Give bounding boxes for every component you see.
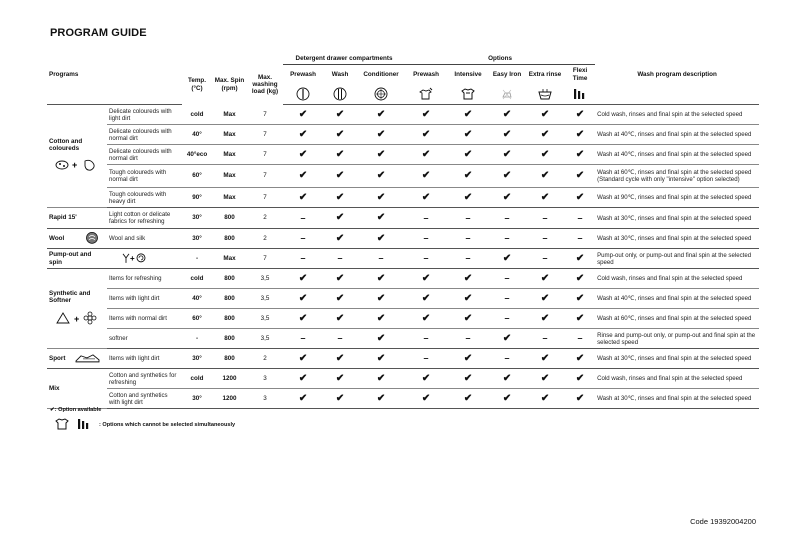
row-description: Wash at 40℃, rinses and final spin at the selected speed: [595, 289, 759, 309]
extra-rinse-dash-mark: –: [525, 229, 565, 249]
programs-header: Programs: [49, 70, 79, 78]
intensive-tick-mark: ✔: [447, 309, 489, 329]
intensive-tick-mark: ✔: [447, 369, 489, 389]
program-group-mix: [47, 369, 107, 409]
row-spin: 800: [212, 329, 247, 349]
intensive-tick-mark: ✔: [447, 145, 489, 165]
row-spin: 800: [212, 269, 247, 289]
program-group-rapid: [47, 208, 107, 229]
prewash-tick-mark: ✔: [283, 389, 323, 409]
wash-tick-mark: ✔: [323, 105, 357, 125]
program-subtype: Delicate coloureds with normal dirt: [107, 125, 182, 145]
row-temp: 40°eco: [182, 145, 212, 165]
program-group-label: Wool: [49, 234, 65, 242]
row-description: Cold wash, rinses and final spin at the selected speed: [595, 269, 759, 289]
row-temp: -: [182, 329, 212, 349]
prewash-option-icon: [405, 84, 447, 105]
conditioner-tick-mark: ✔: [357, 165, 405, 188]
easy-iron-dash-mark: –: [489, 269, 525, 289]
extra-rinse-dash-mark: –: [525, 249, 565, 269]
program-subtype: Delicate coloureds with normal dirt: [107, 145, 182, 165]
program-row: [47, 329, 759, 349]
extra-rinse-tick-mark: ✔: [525, 188, 565, 208]
conditioner-tick-mark: ✔: [357, 349, 405, 369]
easy-iron-dash-mark: –: [489, 349, 525, 369]
program-group-label: Synthetic and Softner: [49, 290, 91, 305]
program-subtype: Items for refreshing: [107, 269, 182, 289]
row-temp: 30°: [182, 229, 212, 249]
row-temp: cold: [182, 105, 212, 125]
extra-rinse-option-icon: [525, 84, 565, 105]
prewash-tick-mark: ✔: [283, 269, 323, 289]
easy-iron-tick-mark: ✔: [489, 165, 525, 188]
intensive-tick-mark: ✔: [447, 389, 489, 409]
prewash-drawer-icon: [283, 84, 323, 105]
row-description: Wash at 30℃, rinses and final spin at the selected speed: [595, 349, 759, 369]
program-row: [47, 105, 759, 125]
easy-iron-tick-mark: ✔: [489, 329, 525, 349]
program-subtype: Items with light dirt: [107, 349, 182, 369]
program-group-sport: [47, 349, 107, 369]
conditioner-tick-mark: ✔: [357, 125, 405, 145]
prewash-dash-mark: –: [283, 208, 323, 229]
row-spin: 800: [212, 309, 247, 329]
wash-tick-mark: ✔: [323, 349, 357, 369]
row-temp: -: [182, 249, 212, 269]
program-group-wool: [47, 229, 107, 249]
opt-prewash-tick-mark: ✔: [405, 145, 447, 165]
opt-prewash-dash-mark: –: [405, 229, 447, 249]
wash-tick-mark: ✔: [323, 309, 357, 329]
program-subtype: Light cotton or delicate fabrics for refreshing: [107, 208, 182, 229]
easy-iron-tick-mark: ✔: [489, 389, 525, 409]
extra-rinse-tick-mark: ✔: [525, 309, 565, 329]
easy-iron-option-icon: [489, 84, 525, 105]
prewash-dash-mark: –: [283, 329, 323, 349]
row-load: 7: [247, 125, 283, 145]
prewash-tick-mark: ✔: [283, 145, 323, 165]
wash-tick-mark: ✔: [323, 188, 357, 208]
extra-rinse-tick-mark: ✔: [525, 349, 565, 369]
opt-prewash-tick-mark: ✔: [405, 165, 447, 188]
program-subtype: softner: [107, 329, 182, 349]
program-row: [47, 125, 759, 145]
easy-iron-dash-mark: –: [489, 289, 525, 309]
row-load: 3,5: [247, 329, 283, 349]
intensive-tick-mark: ✔: [447, 165, 489, 188]
wash-tick-mark: ✔: [323, 165, 357, 188]
conditioner-tick-mark: ✔: [357, 188, 405, 208]
row-spin: Max: [212, 188, 247, 208]
legend-option-available: ✔: Option available: [50, 407, 102, 413]
flexi-time-tick-mark: ✔: [565, 125, 595, 145]
program-row: [47, 165, 759, 188]
prewash-dash-mark: –: [283, 229, 323, 249]
conditioner-tick-mark: ✔: [357, 269, 405, 289]
conditioner-dash-mark: –: [357, 249, 405, 269]
conditioner-tick-mark: ✔: [357, 208, 405, 229]
row-description: Wash at 30℃, rinses and final spin at the selected speed: [595, 389, 759, 409]
opt-prewash-tick-mark: ✔: [405, 105, 447, 125]
extra-rinse-tick-mark: ✔: [525, 269, 565, 289]
intensive-tick-mark: ✔: [447, 105, 489, 125]
row-description: Wash at 90℃, rinses and final spin at the selected speed: [595, 188, 759, 208]
intensive-header: Intensive: [454, 70, 482, 78]
row-temp: 30°: [182, 208, 212, 229]
prewash-tick-mark: ✔: [283, 105, 323, 125]
program-group-label: Mix: [49, 384, 60, 392]
row-load: 3,5: [247, 289, 283, 309]
temp-header: Temp. (°C): [187, 77, 207, 92]
row-description: Wash at 60℃, rinses and final spin at the selected speed (Standard cycle with only "intensive" option selected): [595, 165, 759, 188]
program-subtype: Wool and silk: [107, 229, 182, 249]
row-load: 7: [247, 249, 283, 269]
row-spin: 800: [212, 349, 247, 369]
intensive-dash-mark: –: [447, 208, 489, 229]
extra-rinse-tick-mark: ✔: [525, 289, 565, 309]
prewash-tick-mark: ✔: [283, 349, 323, 369]
opt-prewash-tick-mark: ✔: [405, 289, 447, 309]
flexi-time-icon: [77, 418, 91, 432]
program-group-synthetic: [47, 269, 107, 349]
row-load: 2: [247, 208, 283, 229]
opt-prewash-dash-mark: –: [405, 329, 447, 349]
row-description: Wash at 40℃, rinses and final spin at the selected speed: [595, 145, 759, 165]
flexi-time-tick-mark: ✔: [565, 389, 595, 409]
opt-prewash-tick-mark: ✔: [405, 309, 447, 329]
legend-cannot-combine: [55, 418, 235, 432]
conditioner-tick-mark: ✔: [357, 105, 405, 125]
wash-tick-mark: ✔: [323, 145, 357, 165]
row-spin: Max: [212, 249, 247, 269]
svg-text:+: +: [130, 253, 135, 263]
program-row: [47, 349, 759, 369]
conditioner-tick-mark: ✔: [357, 329, 405, 349]
program-guide-table: [47, 54, 759, 409]
row-load: 7: [247, 105, 283, 125]
flexi-time-tick-mark: ✔: [565, 289, 595, 309]
program-row: [47, 249, 759, 269]
flexi-time-tick-mark: ✔: [565, 165, 595, 188]
program-group-pump: [47, 249, 135, 269]
program-row: [47, 145, 759, 165]
opt-prewash-tick-mark: ✔: [405, 125, 447, 145]
row-load: 7: [247, 165, 283, 188]
flexi-time-dash-mark: –: [565, 329, 595, 349]
row-temp: 60°: [182, 165, 212, 188]
intensive-option-icon: [447, 84, 489, 105]
wool-program-icon: [85, 230, 99, 246]
easy-iron-tick-mark: ✔: [489, 249, 525, 269]
row-spin: Max: [212, 125, 247, 145]
easy-iron-tick-mark: ✔: [489, 125, 525, 145]
program-subtype: Tough coloureds with heavy dirt: [107, 188, 182, 208]
extra-rinse-dash-mark: –: [525, 329, 565, 349]
row-description: Wash at 40℃, rinses and final spin at the selected speed: [595, 125, 759, 145]
extra-rinse-tick-mark: ✔: [525, 369, 565, 389]
wash-tick-mark: ✔: [323, 208, 357, 229]
prewash-tick-mark: ✔: [283, 188, 323, 208]
opt-prewash-dash-mark: –: [405, 349, 447, 369]
wash-header: Wash: [331, 70, 349, 78]
row-load: 3,5: [247, 269, 283, 289]
opt-prewash-tick-mark: ✔: [405, 369, 447, 389]
flexi-time-tick-mark: ✔: [565, 105, 595, 125]
extra-rinse-header: Extra rinse: [528, 70, 562, 78]
conditioner-tick-mark: ✔: [357, 389, 405, 409]
program-subtype: Tough coloureds with normal dirt: [107, 165, 182, 188]
wash-tick-mark: ✔: [323, 269, 357, 289]
program-subtype: Items with light dirt: [107, 289, 182, 309]
easy-iron-tick-mark: ✔: [489, 145, 525, 165]
cotton-program-icon: [55, 158, 105, 174]
easy-iron-tick-mark: ✔: [489, 188, 525, 208]
prewash-tick-mark: ✔: [283, 125, 323, 145]
sport-program-icon: [75, 352, 101, 364]
row-spin: Max: [212, 145, 247, 165]
row-temp: 30°: [182, 349, 212, 369]
intensive-dash-mark: –: [447, 329, 489, 349]
flexi-time-tick-mark: ✔: [565, 269, 595, 289]
opt-prewash-dash-mark: –: [405, 208, 447, 229]
extra-rinse-tick-mark: ✔: [525, 105, 565, 125]
program-row: [47, 289, 759, 309]
extra-rinse-tick-mark: ✔: [525, 165, 565, 188]
conditioner-header: Conditioner: [363, 70, 399, 78]
program-row: [47, 389, 759, 409]
wash-tick-mark: ✔: [323, 369, 357, 389]
flexi-time-dash-mark: –: [565, 229, 595, 249]
row-load: 7: [247, 145, 283, 165]
program-group-label: Rapid 15': [49, 214, 77, 222]
prewash-tick-mark: ✔: [283, 369, 323, 389]
easy-iron-tick-mark: ✔: [489, 105, 525, 125]
row-description: Wash at 60℃, rinses and final spin at the selected speed: [595, 309, 759, 329]
row-temp: 40°: [182, 289, 212, 309]
wash-drawer-icon: [323, 84, 357, 105]
opt-prewash-tick-mark: ✔: [405, 389, 447, 409]
row-description: Cold wash, rinses and final spin at the selected speed: [595, 105, 759, 125]
program-group-label: Sport: [49, 354, 66, 362]
detergent-group-header: Detergent drawer compartments: [283, 54, 405, 65]
program-row: [47, 208, 759, 229]
prewash-tick-mark: ✔: [283, 309, 323, 329]
program-group-cotton: [47, 105, 107, 208]
pump-program-icon: [121, 251, 147, 265]
legend-cannot-combine-text: : Options which cannot be selected simultaneously: [99, 422, 236, 428]
opt-prewash-header: Prewash: [413, 70, 439, 78]
flexi-time-tick-mark: ✔: [565, 188, 595, 208]
program-row: [47, 269, 759, 289]
wash-tick-mark: ✔: [323, 289, 357, 309]
max-load-header: Max. washing load (kg): [251, 73, 279, 96]
wash-dash-mark: –: [323, 249, 357, 269]
intensive-dash-mark: –: [447, 229, 489, 249]
opt-prewash-tick-mark: ✔: [405, 188, 447, 208]
wash-tick-mark: ✔: [323, 389, 357, 409]
program-subtype: Items with normal dirt: [107, 309, 182, 329]
row-spin: 1200: [212, 389, 247, 409]
row-temp: cold: [182, 269, 212, 289]
program-group-label: Cotton and coloureds: [49, 137, 83, 152]
easy-iron-dash-mark: –: [489, 229, 525, 249]
intensive-tick-mark: ✔: [447, 269, 489, 289]
row-load: 3: [247, 369, 283, 389]
row-description: Pump-out only, or pump-out and final spin at the selected speed: [595, 249, 759, 269]
prewash-tick-mark: ✔: [283, 289, 323, 309]
easy-iron-dash-mark: –: [489, 208, 525, 229]
intensive-icon: [55, 418, 69, 432]
row-temp: 60°: [182, 309, 212, 329]
easy-iron-header: Easy Iron: [492, 70, 522, 78]
intensive-tick-mark: ✔: [447, 188, 489, 208]
row-temp: 40°: [182, 125, 212, 145]
row-load: 3: [247, 389, 283, 409]
intensive-tick-mark: ✔: [447, 349, 489, 369]
row-description: Wash at 30℃, rinses and final spin at the selected speed: [595, 208, 759, 229]
flexi-time-tick-mark: ✔: [565, 369, 595, 389]
easy-iron-tick-mark: ✔: [489, 369, 525, 389]
flexi-time-dash-mark: –: [565, 208, 595, 229]
program-row: [47, 229, 759, 249]
conditioner-tick-mark: ✔: [357, 145, 405, 165]
row-description: Cold wash, rinses and final spin at the selected speed: [595, 369, 759, 389]
flexi-time-tick-mark: ✔: [565, 249, 595, 269]
flexi-time-tick-mark: ✔: [565, 145, 595, 165]
description-header: Wash program description: [637, 70, 717, 78]
program-group-label: Pump-out and spin: [49, 251, 92, 266]
flexi-time-tick-mark: ✔: [565, 309, 595, 329]
row-load: 2: [247, 349, 283, 369]
opt-prewash-tick-mark: ✔: [405, 269, 447, 289]
row-spin: Max: [212, 105, 247, 125]
conditioner-drawer-icon: [357, 84, 405, 105]
row-load: 3,5: [247, 309, 283, 329]
prewash-header: Prewash: [290, 70, 316, 78]
row-temp: 30°: [182, 389, 212, 409]
options-group-header: Options: [405, 54, 595, 65]
flexi-time-tick-mark: ✔: [565, 349, 595, 369]
program-subtype: Cotton and synthetics for refreshing: [107, 369, 182, 389]
row-spin: 1200: [212, 369, 247, 389]
conditioner-tick-mark: ✔: [357, 229, 405, 249]
conditioner-tick-mark: ✔: [357, 369, 405, 389]
svg-text:+: +: [72, 160, 78, 171]
row-load: 7: [247, 188, 283, 208]
program-row: [47, 309, 759, 329]
intensive-tick-mark: ✔: [447, 289, 489, 309]
conditioner-tick-mark: ✔: [357, 309, 405, 329]
flexi-time-option-icon: [565, 84, 595, 105]
conditioner-tick-mark: ✔: [357, 289, 405, 309]
prewash-tick-mark: ✔: [283, 165, 323, 188]
row-spin: Max: [212, 165, 247, 188]
row-spin: 800: [212, 208, 247, 229]
extra-rinse-dash-mark: –: [525, 208, 565, 229]
extra-rinse-tick-mark: ✔: [525, 145, 565, 165]
page-title: PROGRAM GUIDE: [50, 27, 147, 39]
extra-rinse-tick-mark: ✔: [525, 125, 565, 145]
document-code: Code 19392004200: [690, 517, 756, 526]
row-spin: 800: [212, 289, 247, 309]
intensive-dash-mark: –: [447, 249, 489, 269]
extra-rinse-tick-mark: ✔: [525, 389, 565, 409]
opt-prewash-dash-mark: –: [405, 249, 447, 269]
svg-text:+: +: [74, 313, 80, 324]
intensive-tick-mark: ✔: [447, 125, 489, 145]
wash-tick-mark: ✔: [323, 125, 357, 145]
synthetic-program-icon: [55, 311, 105, 327]
wash-dash-mark: –: [323, 329, 357, 349]
row-spin: 800: [212, 229, 247, 249]
row-temp: 90°: [182, 188, 212, 208]
row-description: Rinse and pump-out only, or pump-out and final spin at the selected speed: [595, 329, 759, 349]
wash-tick-mark: ✔: [323, 229, 357, 249]
flexi-time-header: Flexi Time: [572, 67, 588, 82]
max-spin-header: Max. Spin (rpm): [214, 77, 245, 92]
program-subtype: Delicate coloureds with light dirt: [107, 105, 182, 125]
program-row: [47, 369, 759, 389]
row-load: 2: [247, 229, 283, 249]
prewash-dash-mark: –: [283, 249, 323, 269]
easy-iron-dash-mark: –: [489, 309, 525, 329]
program-subtype: Cotton and synthetics with light dirt: [107, 389, 182, 409]
program-row: [47, 188, 759, 208]
row-description: Wash at 30℃, rinses and final spin at the selected speed: [595, 229, 759, 249]
row-temp: cold: [182, 369, 212, 389]
